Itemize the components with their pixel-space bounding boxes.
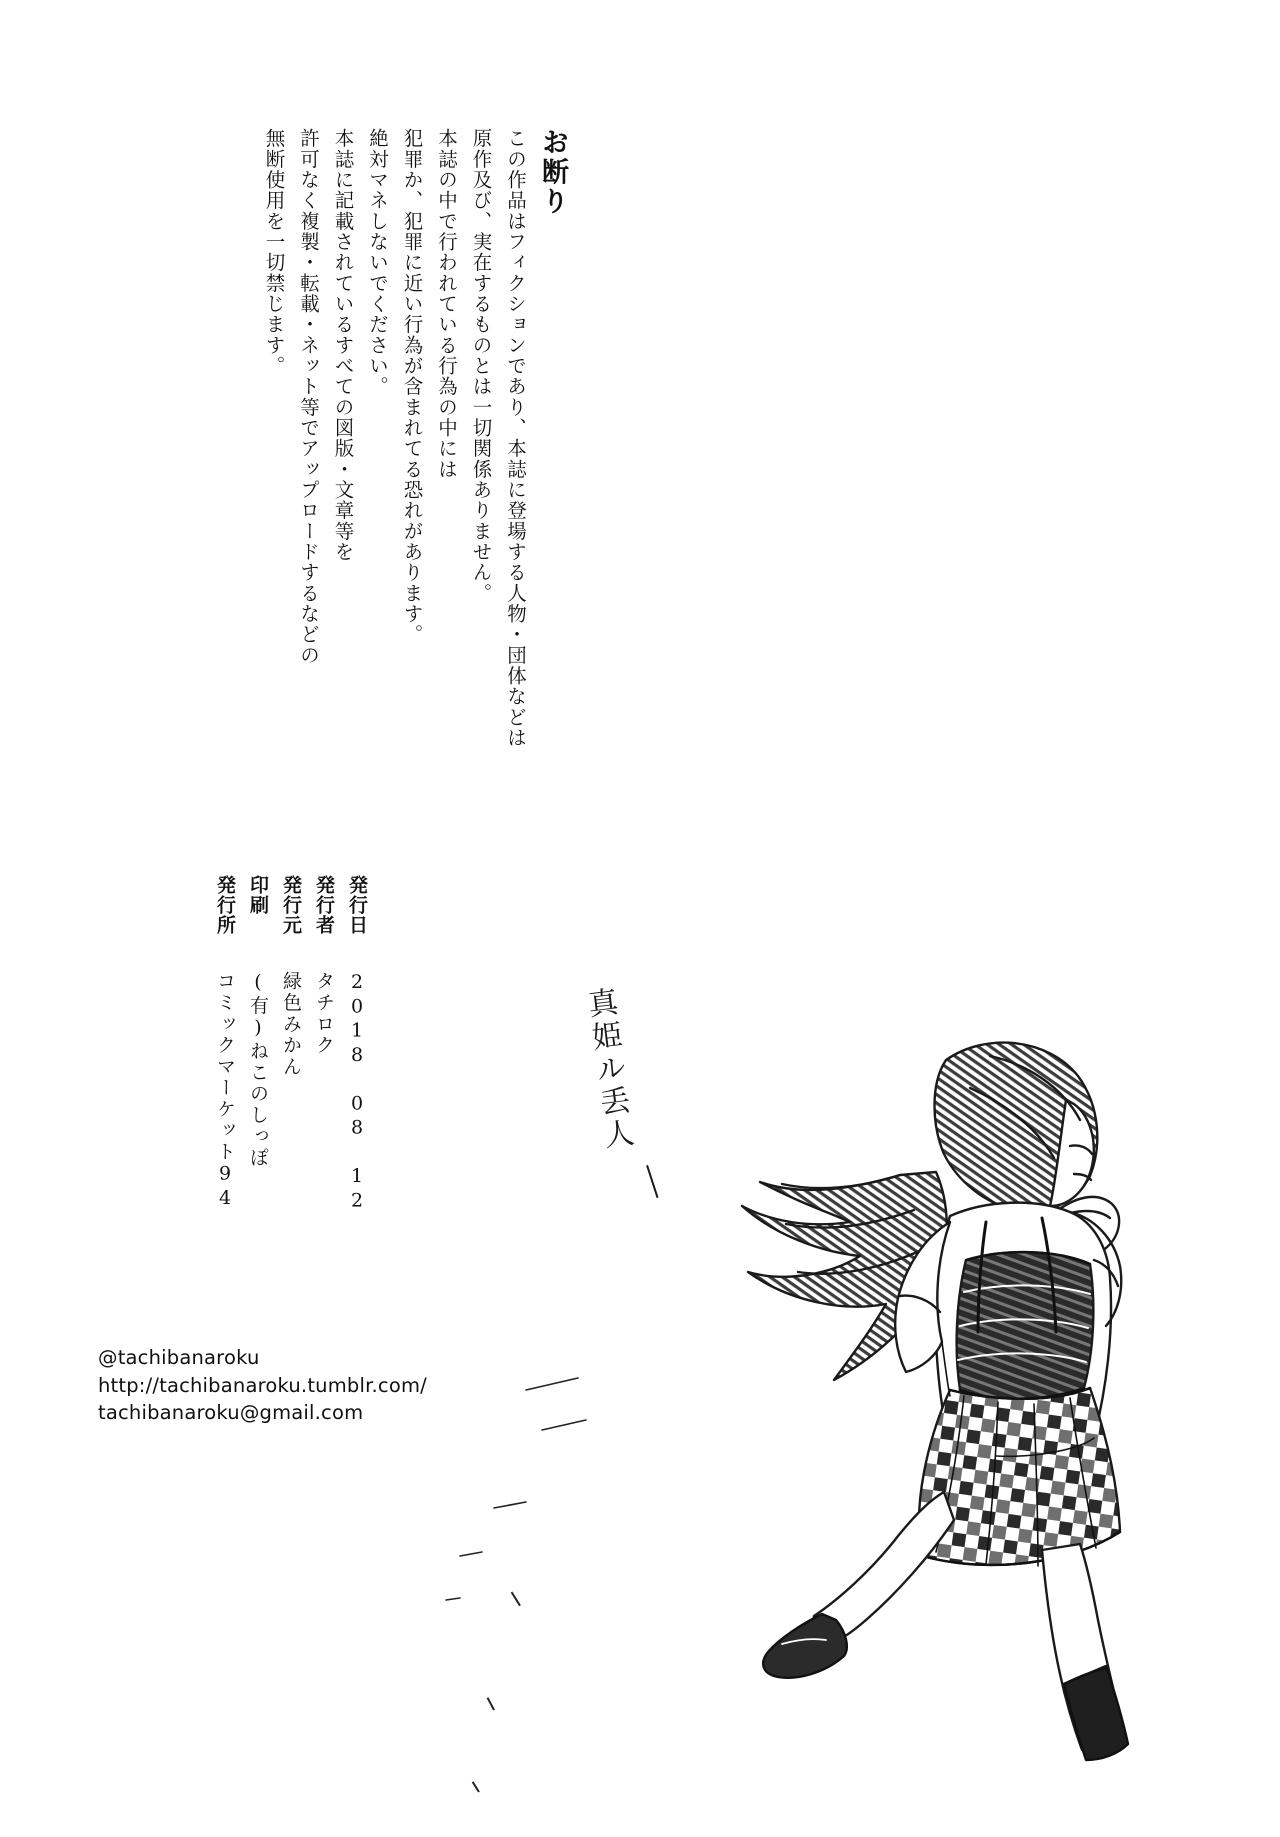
imprint-label: 印刷 — [247, 875, 269, 915]
notice-line-7: 許可なく複製・転載・ネット等でアップロードするなどの — [297, 128, 320, 666]
website-url[interactable]: http://tachibanaroku.tumblr.com/ — [98, 1373, 427, 1397]
notice-line-4: 犯罪か、犯罪に近い行為が含まれてる恐れがあります。 — [400, 128, 424, 645]
imprint-row — [248, 875, 267, 1169]
imprint-row — [215, 875, 234, 1211]
email-address[interactable]: tachibanaroku@gmail.com — [98, 1401, 364, 1425]
imprint-block — [96, 875, 366, 1315]
notice-line-8: 無断使用を一切禁じます。 — [262, 128, 286, 377]
contact-block — [98, 1344, 427, 1427]
imprint-value: (有)ねこのしっぽ — [247, 971, 269, 1169]
imprint-label: 発行元 — [280, 875, 302, 935]
notice-title: お断り — [537, 128, 568, 218]
imprint-value: 2018 08 12 — [346, 971, 368, 1214]
twitter-handle: @tachibanaroku — [98, 1346, 260, 1369]
imprint-row — [281, 875, 300, 1077]
imprint-label: 発行日 — [346, 875, 368, 935]
notice-block — [96, 128, 566, 868]
imprint-value: 緑色みかん — [280, 971, 302, 1078]
imprint-label: 発行者 — [313, 875, 335, 935]
notice-line-1: この作品はフィクションであり、本誌に登場する人物・団体などは — [504, 128, 527, 749]
notice-line-6: 本誌に記載されているすべての図版・文章等を — [331, 128, 355, 563]
imprint-label: 発行所 — [214, 875, 236, 935]
imprint-row — [347, 875, 366, 1214]
illustration-caption: 真姫ル丢人 — [580, 985, 636, 1154]
imprint-value: タチロク — [313, 971, 335, 1057]
notice-line-3: 本誌の中で行われている行為の中には — [435, 128, 458, 480]
notice-line-5: 絶対マネしないでください。 — [366, 128, 389, 397]
illustration-running-girl — [430, 960, 1130, 1790]
imprint-value: コミックマーケット94 — [214, 971, 236, 1212]
imprint-row — [314, 875, 333, 1056]
notice-line-2: 原作及び、実在するものとは一切関係ありません。 — [469, 128, 493, 604]
